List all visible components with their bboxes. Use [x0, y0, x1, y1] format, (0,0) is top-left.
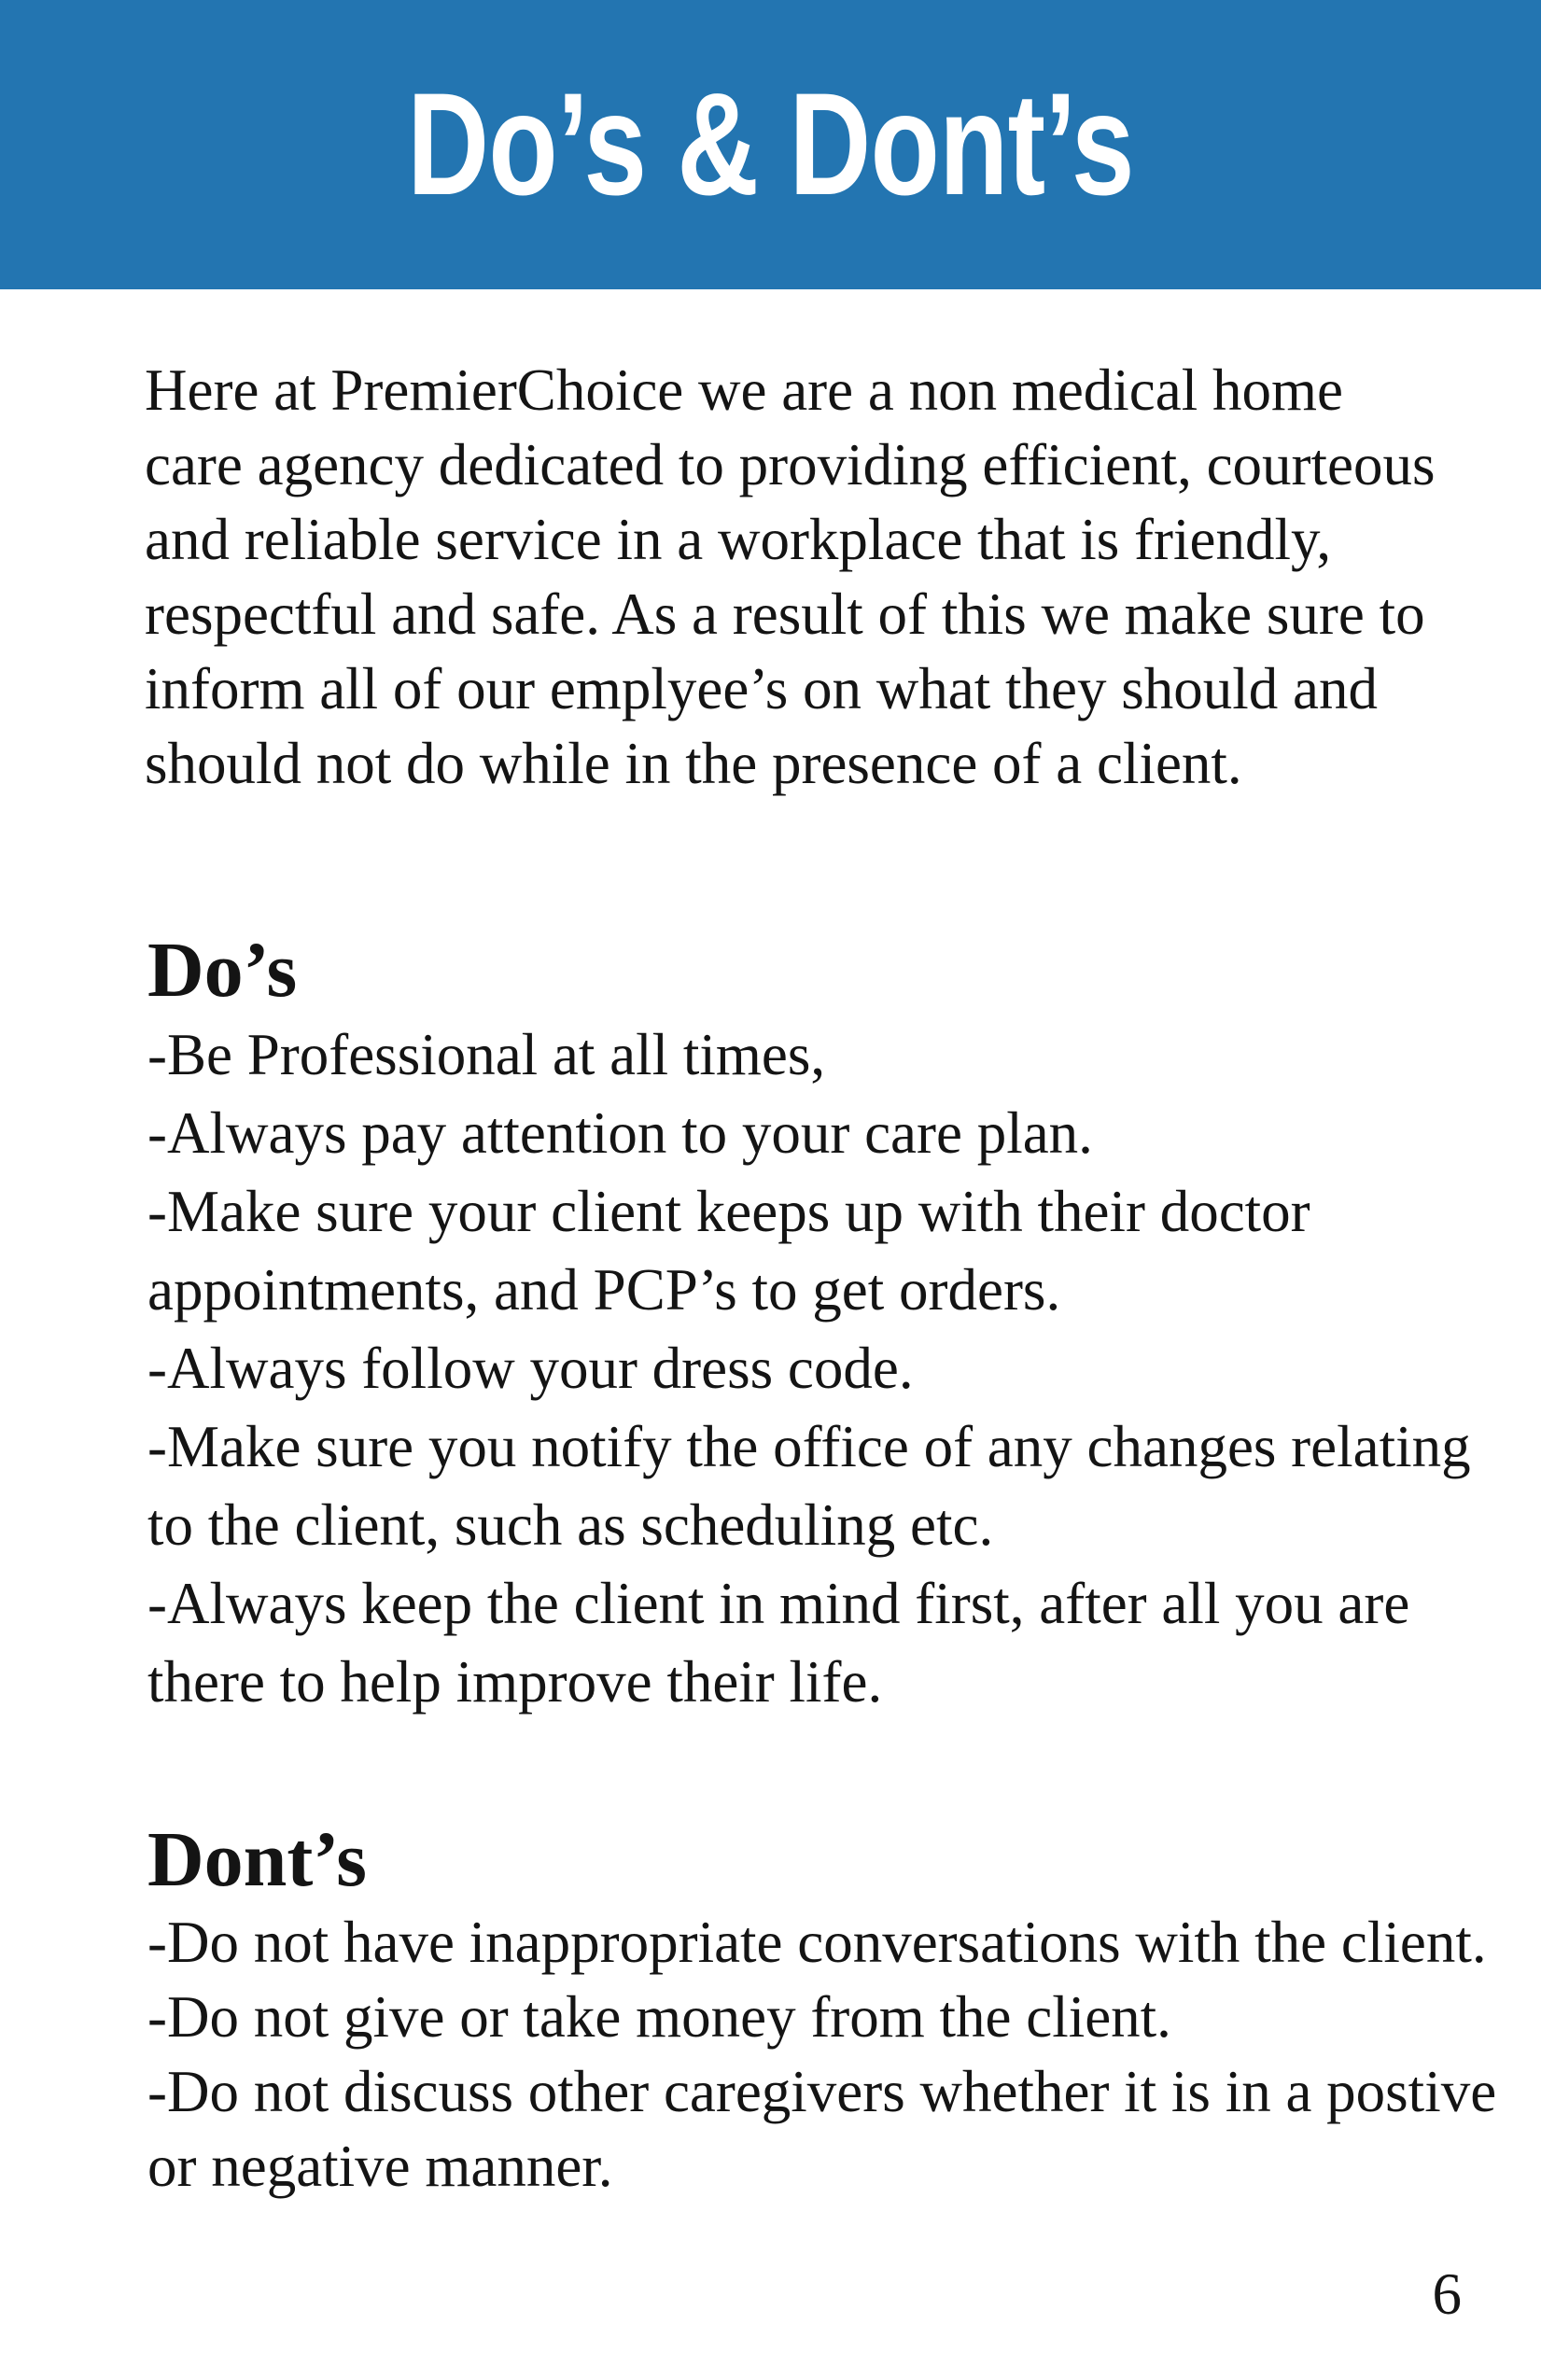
donts-item: -Do not give or take money from the client.: [147, 1984, 1171, 2050]
header-banner: [0, 0, 1541, 289]
dos-item: -Always follow your dress code.: [147, 1336, 914, 1401]
dos-heading: Do’s: [147, 927, 298, 1014]
dos-item: -Always pay attention to your care plan.: [147, 1100, 1093, 1166]
dos-item: -Make sure you notify the office of any changes relating to the client, such as scheduling etc.: [147, 1414, 1471, 1558]
donts-section: [147, 1815, 1501, 2204]
donts-item: -Do not have inappropriate conversations with the client.: [147, 1910, 1487, 1975]
donts-item: -Do not discuss other caregivers whether it is in a postive or negative manner.: [147, 2059, 1497, 2199]
dos-item: -Make sure your client keeps up with their doctor appointments, and PCP’s to get orders.: [147, 1179, 1310, 1323]
page-number: 6: [1432, 2261, 1462, 2327]
intro-paragraph: Here at PremierChoice we are a non medical home care agency dedicated to providing efficient, courteous and reliable service in a workplace that is friendly, respectful and safe. As a result of this we make sure to inform all of our emplyee’s on what they should and should not do while in the presence of a client.: [145, 357, 1436, 796]
dos-section: [147, 926, 1501, 1721]
dos-item: -Be Professional at all times,: [147, 1022, 826, 1087]
donts-heading: Dont’s: [147, 1816, 367, 1903]
page-title: Do’s & Dont’s: [407, 63, 1134, 226]
dos-item: -Always keep the client in mind first, after all you are there to help improve their life.: [147, 1571, 1410, 1715]
